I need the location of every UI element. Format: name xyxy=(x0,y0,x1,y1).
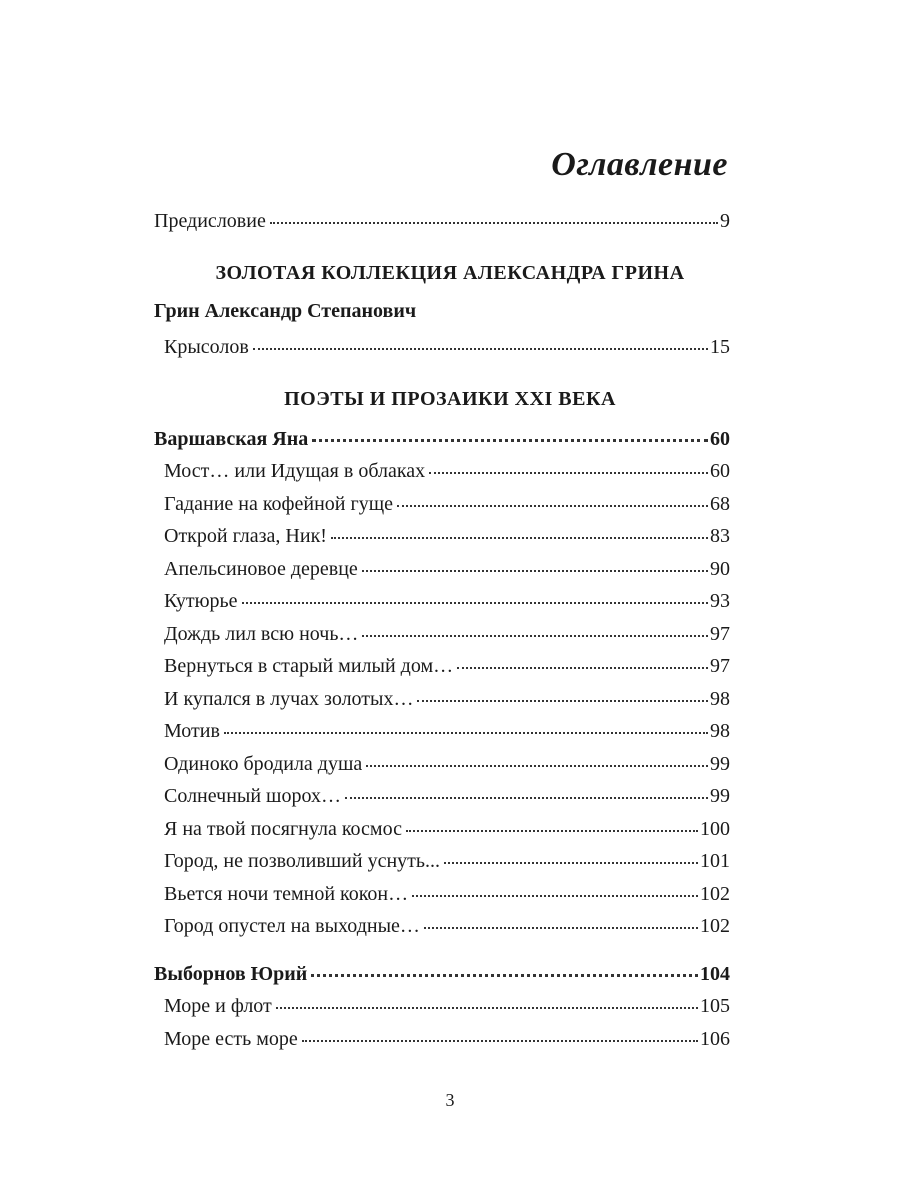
dot-leader xyxy=(224,731,708,734)
toc-entry[interactable] xyxy=(164,491,730,517)
toc-entry-title: Вьется ночи темной кокон… xyxy=(164,882,409,905)
toc-entry-page: 98 xyxy=(710,687,730,710)
toc-entry-page: 9 xyxy=(720,210,730,232)
dot-leader xyxy=(417,699,708,702)
toc-entry-page: 98 xyxy=(710,720,730,742)
toc-entry[interactable] xyxy=(164,523,730,549)
dot-leader xyxy=(253,347,708,350)
toc-entry[interactable] xyxy=(164,848,730,874)
toc-entry-page: 90 xyxy=(710,557,730,580)
toc-entry-title: И купался в лучах золотых… xyxy=(164,687,414,710)
toc-entry-title: Город опустел на выходные… xyxy=(164,915,420,937)
toc-entry-page: 100 xyxy=(700,817,730,840)
toc-author-name: Варшавская Яна xyxy=(154,428,309,450)
toc-entry[interactable] xyxy=(164,751,730,777)
section-heading-poets: ПОЭТЫ И ПРОЗАИКИ XXI ВЕКА xyxy=(284,388,616,410)
toc-entry[interactable] xyxy=(164,783,730,809)
toc-author-page: 104 xyxy=(700,963,730,985)
dot-leader xyxy=(276,1006,698,1009)
toc-entry-preface[interactable] xyxy=(154,208,730,234)
toc-entry-page: 83 xyxy=(710,525,730,547)
toc-title: Оглавление xyxy=(551,146,728,183)
toc-entry-title: Море и флот xyxy=(164,995,272,1017)
dot-leader xyxy=(345,796,708,799)
toc-entry[interactable] xyxy=(164,653,730,679)
dot-leader xyxy=(242,601,708,604)
toc-entry-page: 93 xyxy=(710,590,730,612)
toc-entry-page: 15 xyxy=(710,336,730,358)
toc-author-page: 60 xyxy=(710,428,730,450)
toc-entry-page: 60 xyxy=(710,460,730,482)
toc-entry-title: Вернуться в старый милый дом… xyxy=(164,655,454,677)
toc-entry-title: Предисловие xyxy=(154,210,266,232)
toc-entry-title: Солнечный шорох… xyxy=(164,785,341,807)
toc-entry-page: 102 xyxy=(700,915,730,937)
toc-entry-title: Гадание на кофейной гуще xyxy=(164,492,393,515)
toc-entry-title: Мотив xyxy=(164,720,220,742)
toc-author-entry-varshavskaya[interactable] xyxy=(154,426,730,452)
toc-entry[interactable] xyxy=(164,1026,730,1052)
toc-entry-title: Мост… или Идущая в облаках xyxy=(164,460,426,482)
toc-author-entry-vybornov[interactable] xyxy=(154,961,730,987)
dot-leader xyxy=(366,764,708,767)
toc-entry[interactable] xyxy=(164,556,730,582)
toc-entry[interactable] xyxy=(164,881,730,907)
toc-entry-title: Я на твой посягнула космос xyxy=(164,817,402,840)
toc-entry[interactable] xyxy=(164,993,730,1019)
author-heading-grin: Грин Александр Степанович xyxy=(154,300,417,322)
dot-leader xyxy=(362,634,708,637)
toc-entry[interactable] xyxy=(164,621,730,647)
dot-leader xyxy=(444,861,698,864)
dot-leader xyxy=(429,471,708,474)
toc-entry-title: Крысолов xyxy=(164,336,249,358)
dot-leader xyxy=(362,569,708,572)
toc-entry[interactable] xyxy=(164,334,730,360)
dot-leader xyxy=(406,829,698,832)
dot-leader xyxy=(270,221,718,224)
toc-entry[interactable] xyxy=(164,686,730,712)
toc-entry-title: Море есть море xyxy=(164,1027,298,1050)
toc-entry-page: 68 xyxy=(710,492,730,515)
toc-entry[interactable] xyxy=(164,718,730,744)
section-heading-golden-collection: ЗОЛОТАЯ КОЛЛЕКЦИЯ АЛЕКСАНДРА ГРИНА xyxy=(215,262,685,284)
dot-leader xyxy=(424,926,698,929)
page-number: 3 xyxy=(445,1090,455,1110)
toc-entry[interactable] xyxy=(164,913,730,939)
dot-leader xyxy=(312,438,708,442)
toc-entry-page: 101 xyxy=(700,850,730,872)
toc-entry[interactable] xyxy=(164,458,730,484)
toc-entry-page: 99 xyxy=(710,785,730,807)
toc-entry-page: 99 xyxy=(710,752,730,775)
toc-entry-page: 102 xyxy=(700,882,730,905)
dot-leader xyxy=(457,666,708,669)
toc-entry-title: Апельсиновое деревце xyxy=(164,557,358,580)
toc-entry-page: 105 xyxy=(700,995,730,1017)
toc-author-name: Выборнов Юрий xyxy=(154,963,308,985)
toc-entry-title: Одиноко бродила душа xyxy=(164,752,363,775)
dot-leader xyxy=(331,536,708,539)
dot-leader xyxy=(412,894,698,897)
dot-leader xyxy=(302,1039,698,1042)
toc-entry-page: 97 xyxy=(710,655,730,677)
toc-entry-title: Кутюрье xyxy=(164,590,238,612)
toc-entry[interactable] xyxy=(164,816,730,842)
toc-entry-title: Город, не позволивший уснуть... xyxy=(164,850,441,872)
toc-entry-page: 106 xyxy=(700,1027,730,1050)
toc-entry-title: Дождь лил всю ночь… xyxy=(164,622,359,645)
toc-entry-title: Открой глаза, Ник! xyxy=(164,525,327,547)
toc-entry-page: 97 xyxy=(710,622,730,645)
dot-leader xyxy=(397,504,708,507)
toc-entry[interactable] xyxy=(164,588,730,614)
dot-leader xyxy=(311,973,698,977)
